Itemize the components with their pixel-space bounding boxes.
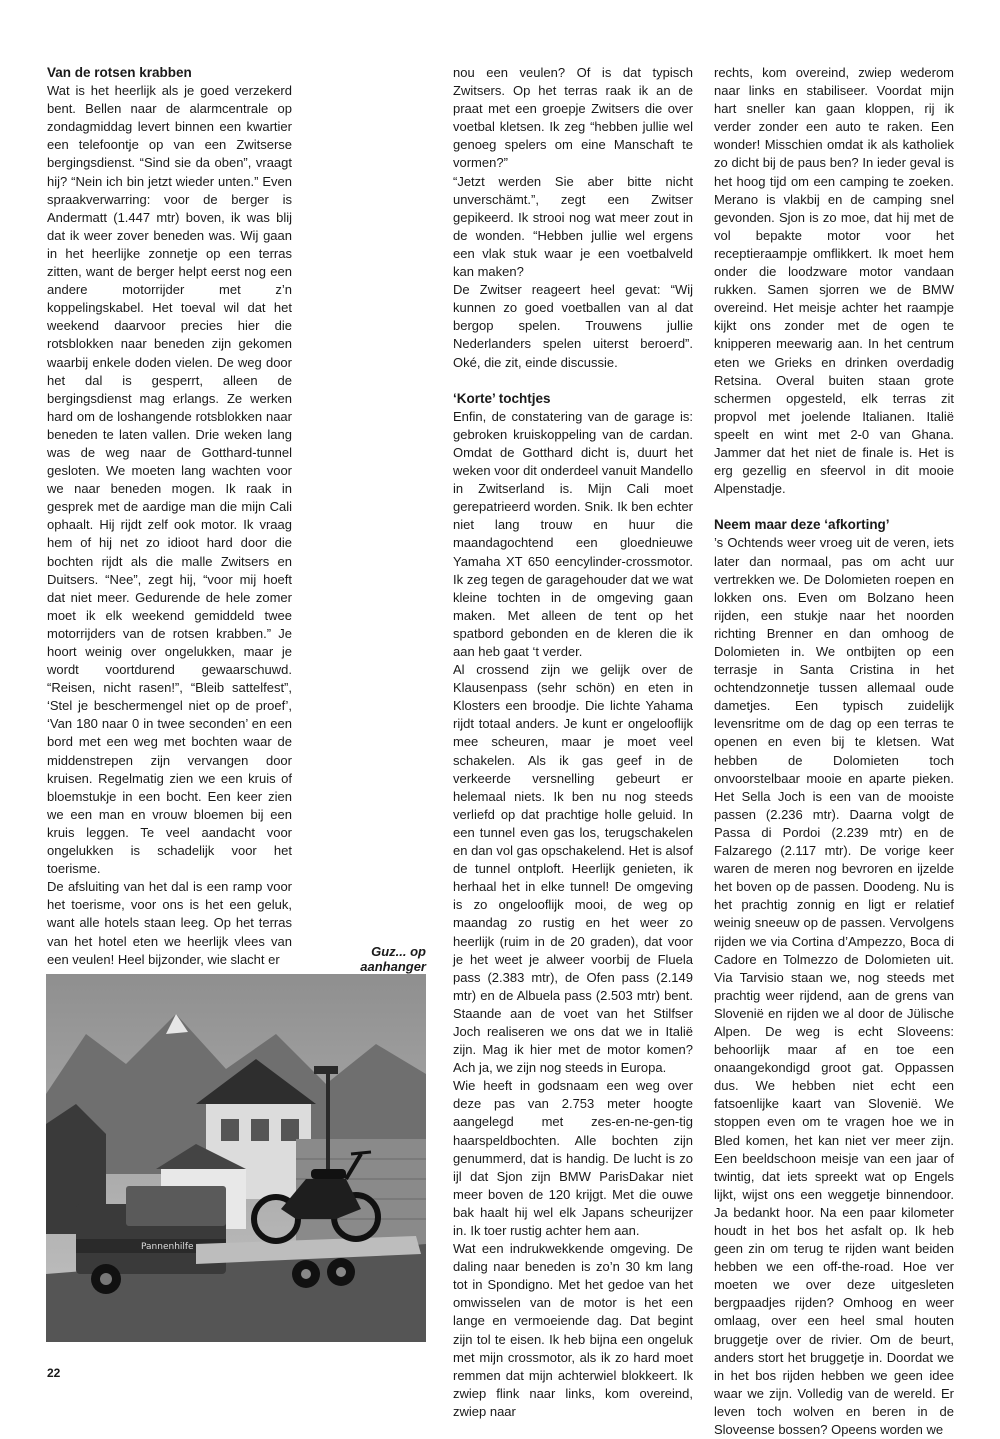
body-paragraph: Wat een indrukwekkende omgeving. De daling naar beneden is zo’n 30 km lang tot in Spondigno. Met het gedoe van het omwisselen van de motor is het een lange en vermoeiende dag. Dat begint zijn tol te eisen. Ik heb bijna een ongeluk met mijn crossmotor, als ik zo hard moet remmen dat mijn achterwiel blokkeert. Ik zwiep flink naar links, kom overeind, zwiep naar xyxy=(453,1241,693,1419)
paragraph-gap xyxy=(453,372,693,390)
column-3 xyxy=(714,64,954,1438)
section-heading: ‘Korte’ tochtjes xyxy=(453,390,551,406)
body-paragraph: De afsluiting van het dal is een ramp voor het toerisme, voor ons is het een geluk, want alle hotels staan leeg. Op het terras van het hotel eten we heerlijk vlees van een veulen! Heel bijzonder, wie slacht er xyxy=(47,879,292,967)
photo-motorcycle-on-trailer xyxy=(46,974,426,1342)
body-paragraph: Wie heeft in godsnaam een weg over deze pas van 2.753 meter hoogte aangelegd met zes-en-ne-gen-tig haarspeldbochten. Alle bochten zijn genummerd, dat is handig. De lucht is zo ijl dat Sjon zijn BMW ParisDakar niet meer boven de 120 krijgt. Met die ouwe bak haalt hij wel elk Japans scheurijzer in. Ik toer rustig achter hem aan. xyxy=(453,1078,693,1238)
body-paragraph: nou een veulen? Of is dat typisch Zwitsers. Op het terras raak ik an de praat met een groepje Zwitsers die over voetbal kletsen. Ik zeg “hebben jullie wel genoeg spelers om eine Manschaft te vormen?” xyxy=(453,65,693,171)
column-2 xyxy=(453,64,693,1419)
body-paragraph: ’s Ochtends weer vroeg uit de veren, iets later dan normaal, pas om acht uur vertrekken we. De Dolomieten roepen en lokken ons. Even om Bolzano heen rijden, een stukje naar het noorden richting Brenner en dan omhoog de Dolomieten in. We ontbijten op een terrasje in Santa Cristina in het ochtendzonnetje tussen allemaal oude dametjes. Een typisch zuidelijk levensritme om de dag op een terras te openen en even bij te kletsen. Wat hebben de Dolomieten toch onvoorstelbaar mooie en aparte pieken. Het Sella Joch is een van de mooiste passen (2.236 mtr). Daarna volgt de Passa di Pordoi (2.239 mtr) en de Falzarego (2.117 mtr). De vorige keer waren de meren nog bevroren en ijzelde het boven op de passen. Doodeng. Nu is het prachtig zonnig en ligt er relatief weinig sneeuw op de passen. Vervolgens rijden we via Cortina d’Ampezzo, Boca di Cadore en Tolmezzo de Dolomieten uit. Via Tarvisio staan we, nog steeds met prachtig weer rijdend, aan de grens van Slovenië en rijden we al door de Jülische Alpen. De weg is echt Sloveens: behoorlijk maar af en toe een onaangekondigd groot gat. Oppassen dus. We hebben niet echt een fatsoenlijke kaart van Slovenië. We stoppen even om te vragen hoe we in Bled komen, het kan niet ver meer zijn. Een beeldschoon meisje van een jaar of twintig, dat iets spreekt wat op Engels lijkt, wijst ons een weggetje binnendoor. Ja bedankt hoor. Na een paar kilometer houdt in het bos het asfalt op. Ik heb geen zin om terug te rijden want beiden hebben we een off-the-road. Hoe ver moeten we over deze uitgesleten bergpaadjes rijden? Omhoog en weer omlaag, over een heel smal houten bruggetje over de rivier. Om de beurt, anders stort het bruggetje in. Doordat we in het bos rijden hebben we geen idee waar we zijn. Volledig van de wereld. Er leven toch wolven en beren in de Sloveense bossen? Opeens worden we xyxy=(714,535,954,1438)
column-1 xyxy=(47,64,292,967)
section-heading: Neem maar deze ‘afkorting’ xyxy=(714,517,890,533)
body-paragraph: Enfin, de constatering van de garage is: gebroken kruiskoppeling van de cardan. Omdat de Gotthard dicht is, duurt het weken voor dit onderdeel vanuit Mandello in Zwitserland is. Mijn Cali moet gerepatrieerd worden. Snik. Ik ben echter niet lang trouw en huur die maandagochtend een gloednieuwe Yamaha XT 650 eencylinder-crossmotor. Ik zeg tegen de garagehouder dat we wat kleine tochten in de omgeving gaan maken. Met alleen de tent op het spatbord gebonden en de kleren die ik aan heb gaat ‘t verder. xyxy=(453,408,693,659)
body-paragraph: rechts, kom overeind, zwiep wederom naar links en stabiliseer. Voordat mijn hart sneller kan gaan kloppen, rij ik verder zonder een auto te raken. Een wonder! Misschien omdat ik als katholiek zo dicht bij de paus ben? In ieder geval is het hoog tijd om een camping te zoeken. Merano is vlakbij en de camping snel gevonden. Sjon is zo moe, dat hij met de vol bepakte motor voor het receptieraampje omflikkert. Ik moet hem onder die loodzware motor vandaan rukken. Samen sjorren we de BMW overeind. Het meisje achter het raampje kijkt ons zonder met de ogen te knipperen meewarig aan. In het centrum eten we Grieks en drinken overdadig Retsina. Overal buiten staan grote schermen opgesteld, elk terras zit propvol met joelende Italianen. Italië speelt en wint met 2-0 van Ghana. Jammer dat het niet de finale is. Het is erg gezellig en sfeervol in dit mooie Alpenstadje. xyxy=(714,65,954,497)
body-paragraph: De Zwitser reageert heel gevat: “Wij kunnen zo goed voetballen van al dat bergop spelen. Trouwens jullie Nederlanders spelen uiterst beroerd”. Oké, die zit, einde discussie. xyxy=(453,282,693,370)
body-paragraph: “Jetzt werden Sie aber bitte nicht unverschämt.”, zegt een Zwitser gepikeerd. Ik strooi nog wat meer zout in de wonden. “Hebben jullie wel ergens een vlak stuk waar je een voetbalveld kan maken? xyxy=(453,173,693,280)
truck-sign-text: Pannenhilfe xyxy=(141,1242,194,1252)
body-paragraph: Al crossend zijn we gelijk over de Klausenpass (sehr schön) en eten in Klosters een broodje. Die lichte Yahama rijdt totaal anders. Je kunt er ongelooflijk mee scheuren, maar je moet veel schakelen. Als ik gas geef in de verkeerde versnelling gebeurt er helemaal niets. Ik ben nu nog steeds verliefd op dat prachtige holle geluid. In een tunnel even gas los, terugschakelen en dan vol gas opschakelend. Het is alsof de tunnel ontploft. Heerlijk genieten, ik herhaal het in elke tunnel! De omgeving is zo ongelooflijk mooi, de weg op maandag zo rustig en het weer zo heerlijk (ruim in de 20 graden), dat voor je het weet je alweer voorbij de Fluela pass (2.383 mtr), de Ofen pass (2.149 mtr) en de Albuela pass (2.503 mtr) bent. Staande aan de voet van het Stilfser Joch realiseren we ons dat we in Italië zijn. Mag ik hier met de motor komen? Ach ja, we zijn nog steeds in Europa. xyxy=(453,662,693,1076)
body-paragraph: Wat is het heerlijk als je goed verzekerd bent. Bellen naar de alarmcentrale op zondagmiddag levert binnen een kwartier een telefoontje op van een Zwitserse bergingsdienst. “Sind sie da oben”, vraagt hij? “Nein ich bin jetzt wieder unten.” Even spraakverwarring: voor de berger is Andermatt (1.447 mtr) boven, ik was blij dat ik weer zover beneden was. Wij gaan in het heerlijke zonnetje op een terras zitten, want de berger helpt eerst nog een andere motorrijder met z’n koppelingskabel. Het toeval wil dat het weekend daarvoor precies hier die rotsblokken naar beneden zijn gekomen waarbij enkele doden vielen. De weg door het dal is gesperrt, alleen de bergingsdienst mag erlangs. Ze werken hard om de loshangende rotsblokken naar beneden te laten vallen. Drie weken lang was de weg naar de Gotthard-tunnel gesloten. We moeten lang wachten voor we naar beneden mogen. Ik raak in gesprek met de aardige man die mijn Cali ophaalt. Hij rijdt zelf ook motor. Ik vraag hem of hij net zo idioot hard door die bochten rijdt als die malle Zwitsers en Duitsers. “Nee”, zegt hij, “voor mij hoeft dat niet meer. Gedurende de hele zomer moet ik elk weekend gemiddeld twee motorrijders van de rotsen krabben.” Je hoort weinig over ongelukken, maar je wordt voortdurend gewaarschuwd. “Reisen, nicht rasen!”, “Bleib sattelfest”, ‘Stel je beschermengel niet op de proef’, ‘Van 180 naar 0 in twee seconden’ en een bord met een weg met bochten waar de middenstrepen zijn vervangen door kruisen. Regelmatig zien we een kruis of bloemstukje in een bocht. Een keer zien we een man en vrouw bloemen bij een kruis leggen. Te veel aandacht voor ongelukken is schadelijk voor het toerisme. xyxy=(47,83,292,877)
paragraph-gap xyxy=(714,498,954,516)
photo-caption: Guz... op aanhanger xyxy=(360,944,426,974)
page-number: 22 xyxy=(47,1366,61,1380)
photo-illustration xyxy=(46,974,426,1342)
section-heading: Van de rotsen krabben xyxy=(47,65,192,80)
